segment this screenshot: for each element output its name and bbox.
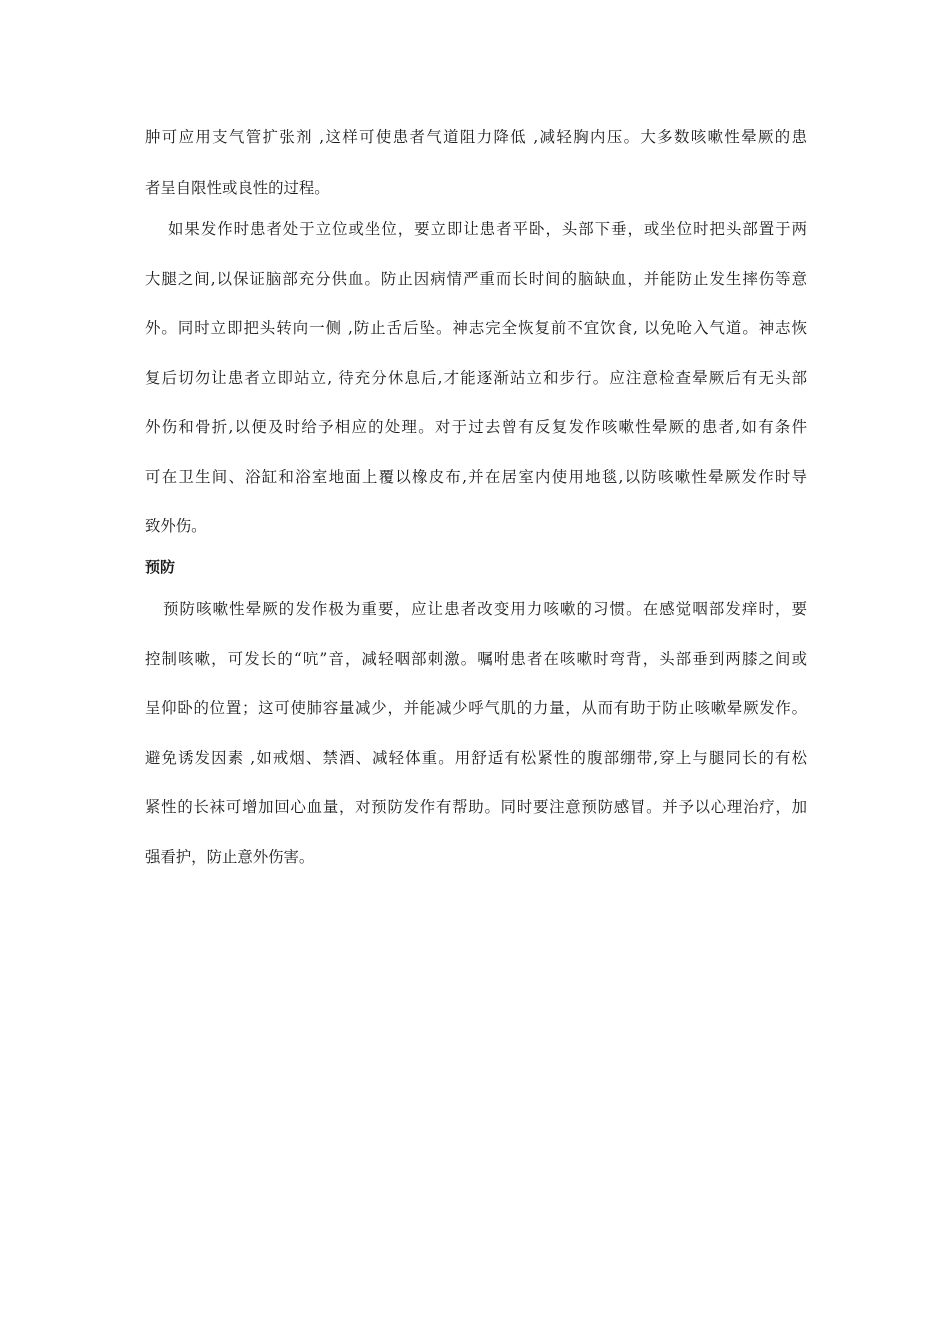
paragraph-1-line-2: 者呈自限性或良性的过程。 <box>145 179 330 197</box>
prevention-line-3: 呈仰卧的位置；这可使肺容量减少，并能减少呼气肌的力量，从而有助于防止咳嗽晕厥发作。 <box>145 699 807 717</box>
prevention-line-4: 避免诱发因素 ,如戒烟、禁酒、减轻体重。用舒适有松紧性的腹部绷带,穿上与腿同长的有松 <box>145 749 807 767</box>
paragraph-2-line-6: 可在卫生间、浴缸和浴室地面上覆以橡皮布,并在居室内使用地毯,以防咳嗽性晕厥发作时导 <box>145 468 807 486</box>
prevention-line-1: 预防咳嗽性晕厥的发作极为重要，应让患者改变用力咳嗽的习惯。在感觉咽部发痒时，要 <box>163 600 807 618</box>
prevention-line-2: 控制咳嗽，可发长的“吭”音，减轻咽部刺激。嘱咐患者在咳嗽时弯背，头部垂到两膝之间或 <box>145 650 807 668</box>
paragraph-2-line-4: 复后切勿让患者立即站立, 待充分休息后,才能逐渐站立和步行。应注意检查晕厥后有无头部 <box>145 369 807 387</box>
paragraph-2-line-2: 大腿之间,以保证脑部充分供血。防止因病情严重而长时间的脑缺血，并能防止发生摔伤等意 <box>145 270 807 288</box>
prevention-line-6: 强看护，防止意外伤害。 <box>145 848 315 866</box>
prevention-line-5: 紧性的长袜可增加回心血量，对预防发作有帮助。同时要注意预防感冒。并予以心理治疗，加 <box>145 798 807 816</box>
section-heading: 预防 <box>145 558 176 576</box>
paragraph-2-line-1: 如果发作时患者处于立位或坐位，要立即让患者平卧，头部下垂，或坐位时把头部置于两 <box>168 220 807 238</box>
paragraph-2-line-5: 外伤和骨折,以便及时给予相应的处理。对于过去曾有反复发作咳嗽性晕厥的患者,如有条件 <box>145 418 807 436</box>
paragraph-2-line-3: 外。同时立即把头转向一侧 ,防止舌后坠。神志完全恢复前不宜饮食, 以免呛入气道。神志恢 <box>145 319 807 337</box>
paragraph-2-line-7: 致外伤。 <box>145 517 207 535</box>
paragraph-1-line-1: 肿可应用支气管扩张剂 ,这样可使患者气道阻力降低 ,减轻胸内压。大多数咳嗽性晕厥的患 <box>145 128 807 146</box>
